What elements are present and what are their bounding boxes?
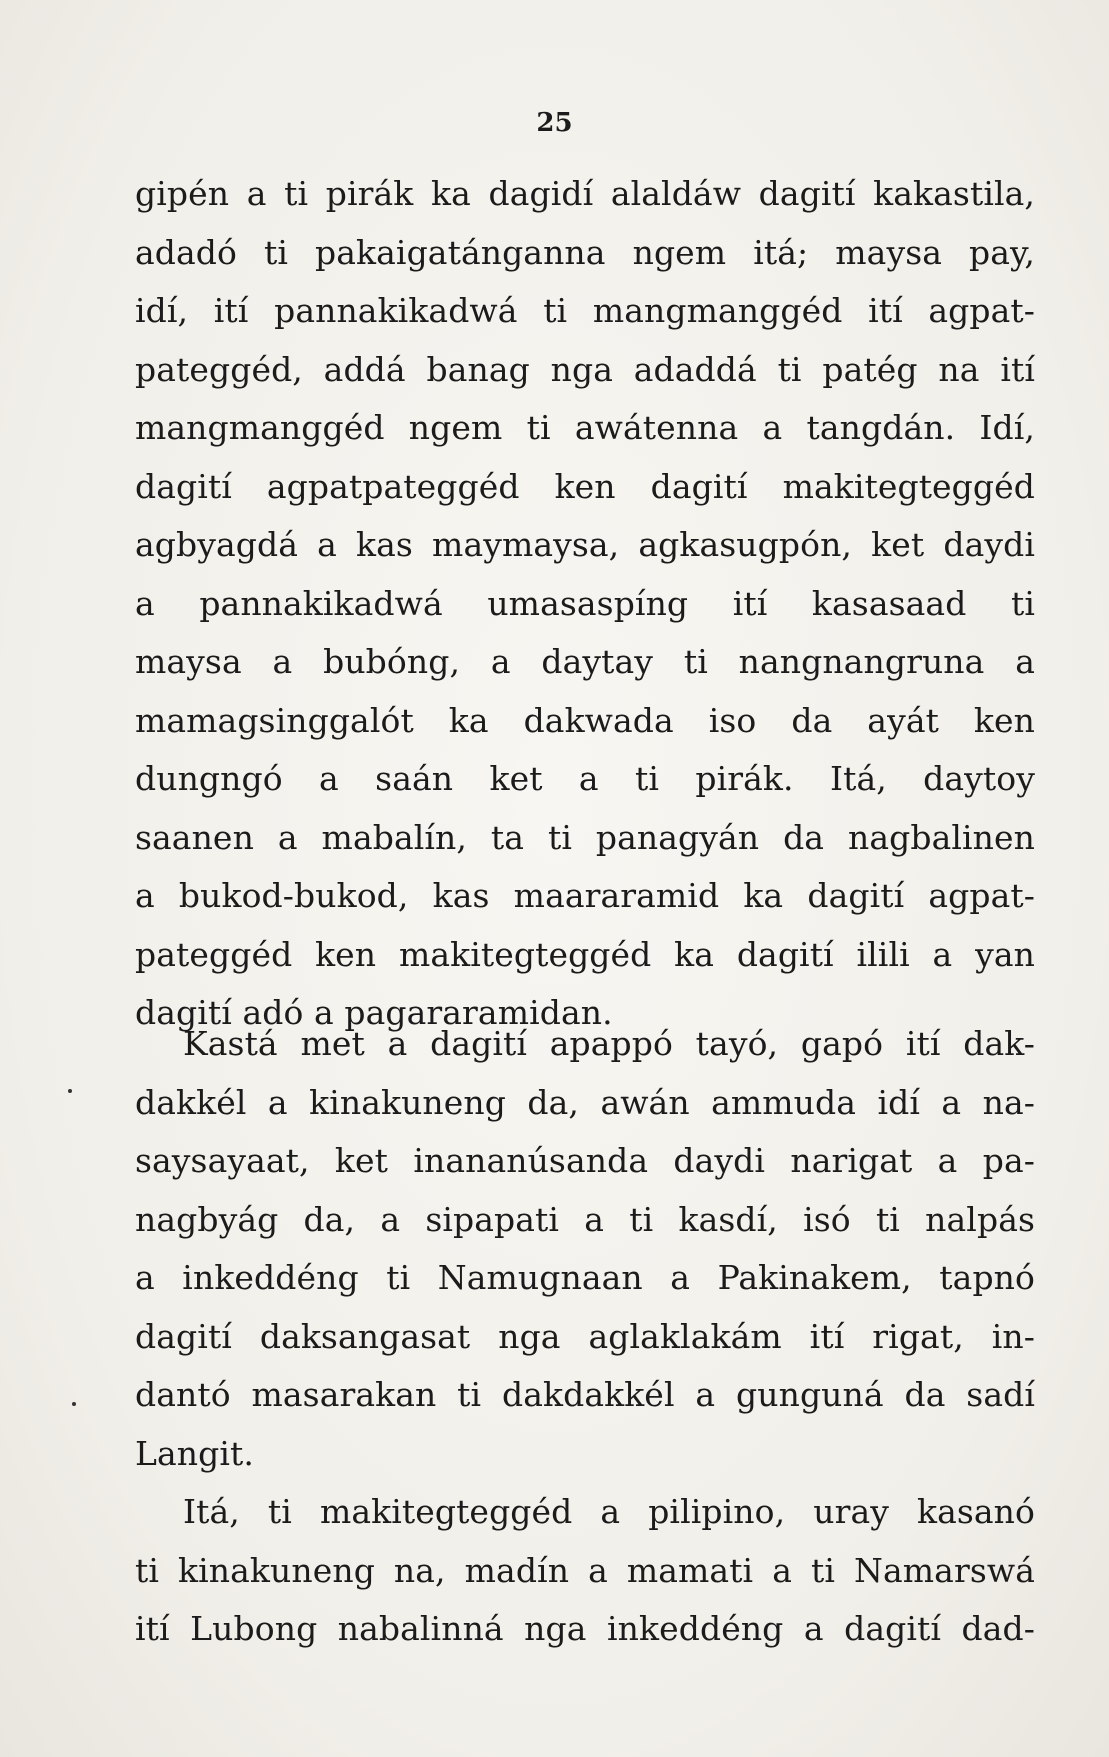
text-line: Kastá met a dagití apappó tayó, gapó ití dak-	[183, 1024, 1035, 1063]
text-line: adadó ti pakaigatánganna ngem itá; maysa pay,	[135, 232, 1035, 272]
text-line: pateggéd ken makitegteggéd ka dagití ilili a yan	[135, 934, 1035, 974]
text-line: dakkél a kinakuneng da, awán ammuda idí a na-	[135, 1082, 1035, 1122]
text-line: saysayaat, ket inananúsanda daydi narigat a pa-	[135, 1141, 1035, 1180]
paragraph-2	[135, 1015, 1035, 1483]
text-line: dantó masarakan ti dakdakkél a gunguná da sadí	[135, 1375, 1035, 1414]
text-line: a inkeddéng ti Namugnaan a Pakinakem, tapnó	[135, 1258, 1035, 1297]
text-line: Langit.	[135, 1433, 254, 1473]
text-line: pateggéd, addá banag nga adaddá ti patég na ití	[135, 349, 1035, 389]
page-number: 25	[536, 108, 573, 138]
text-line: dagití adó a pagararamidan.	[135, 993, 613, 1032]
text-line: saanen a mabalín, ta ti panagyán da nagbalinen	[135, 817, 1035, 857]
text-line: Itá, ti makitegteggéd a pilipino, uray kasanó	[183, 1492, 1035, 1531]
text-line: a bukod-bukod, kas maararamid ka dagití agpat-	[135, 876, 1035, 915]
paragraph-3	[135, 1483, 1035, 1659]
print-speck	[68, 1089, 72, 1093]
text-line: dungngó a saán ket a ti pirák. Itá, daytoy	[135, 759, 1035, 798]
text-line: idí, ití pannakikadwá ti mangmanggéd ití agpat-	[135, 291, 1035, 330]
text-line: ití Lubong nabalinná nga inkeddéng a dagití dad-	[135, 1609, 1035, 1648]
text-line: agbyagdá a kas maymaysa, agkasugpón, ket daydi	[135, 525, 1035, 564]
text-line: dagití agpatpateggéd ken dagití makitegteggéd	[135, 466, 1035, 506]
print-speck	[72, 1402, 76, 1406]
text-line: a pannakikadwá umasaspíng ití kasasaad ti	[135, 583, 1035, 623]
text-line: mamagsinggalót ka dakwada iso da ayát ken	[135, 700, 1035, 740]
text-line: dagití daksangasat nga aglaklakám ití rigat, in-	[135, 1316, 1035, 1356]
text-line: maysa a bubóng, a daytay ti nangnangruna a	[135, 642, 1035, 681]
text-line: nagbyág da, a sipapati a ti kasdí, isó ti nalpás	[135, 1199, 1035, 1239]
text-line: mangmanggéd ngem ti awátenna a tangdán. Idí,	[135, 408, 1035, 447]
paragraph-1	[135, 165, 1035, 1043]
text-line: ti kinakuneng na, madín a mamati a ti Namarswá	[135, 1550, 1035, 1590]
text-line: gipén a ti pirák ka dagidí alaldáw dagití kakastila,	[135, 174, 1035, 213]
